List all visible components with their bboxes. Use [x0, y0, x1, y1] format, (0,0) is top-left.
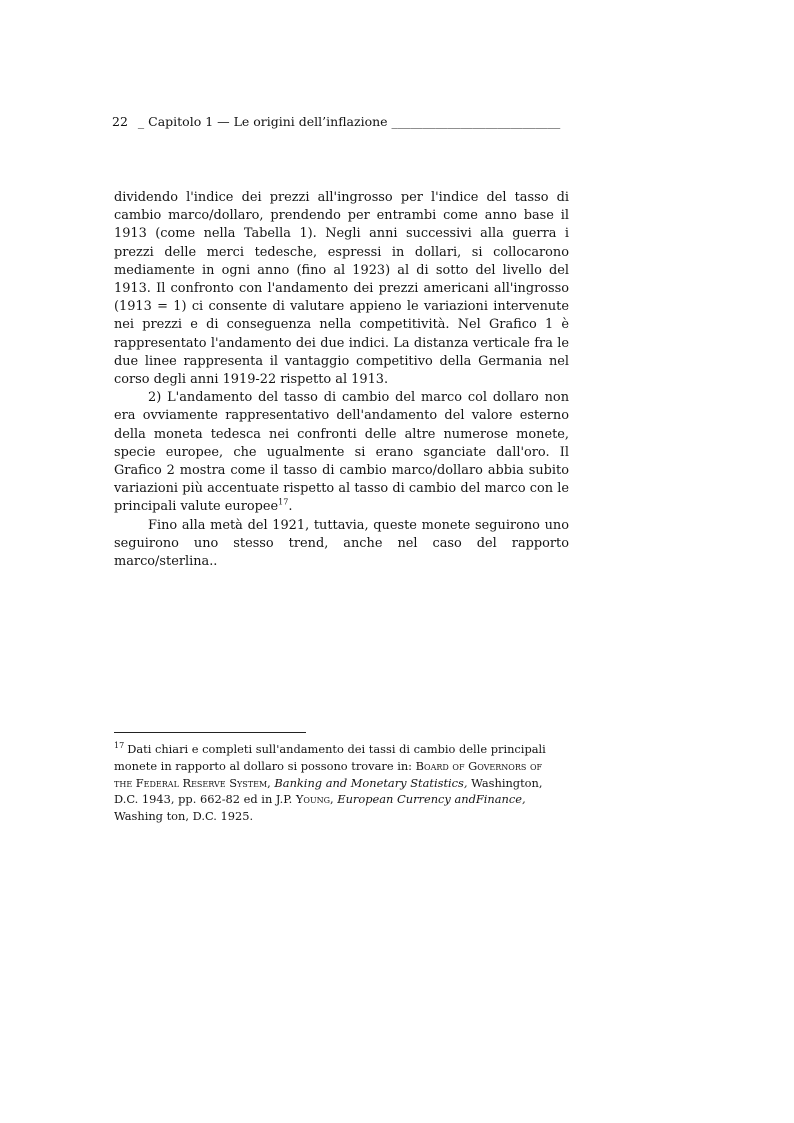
footnote-span: Dati chiari e completi sull'andamento dei tassi di cambio delle principali monete in rapporto al dollaro si possono trovare in:: [114, 742, 546, 773]
footnote-span: Washing ton, D.C. 1925.: [114, 809, 254, 824]
paragraph: dividendo l'indice dei prezzi all'ingrosso per l'indice del tasso di cambio marco/dollaro, prendendo per entrambi come anno base il 1913 (come nella Tabella 1). Negli anni successivi alla guerra i prezzi delle merci tedesche, espressi in dollari, si collocarono mediamente in ogni anno (fino al 1923) al di sotto del livello del 1913. Il confronto con l'andamento dei prezzi americani all'ingrosso (1913 = 1) ci consente di valutare appieno le variazioni intervenute nei prezzi e di conseguenza nella competitività. Nel Grafico 1 è rappresentato l'andamento dei due indici. La distanza verticale fra le due linee rappresenta il vantaggio competitivo della Germania nel corso degli anni 1919-22 rispetto al 1913.: [114, 190, 569, 388]
footnote-title: European Currency andFinance,: [337, 792, 526, 807]
footnote-number: 17: [114, 741, 125, 751]
footnote-author: Board of Governors of the Federal Reserve System: [114, 758, 543, 790]
running-header: [112, 114, 582, 129]
paragraph-text: 2) L'andamento del tasso di cambio del marco col dollaro non era ovviamente rappresentativo dell'andamento del valore esterno della moneta tedesca nei confronti delle altre numerose monete, specie europee, che ugualmente si erano sganciate dall'oro. Il Grafico 2 mostra come il tasso di cambio marco/dollaro abbia subito variazioni più accentuate rispetto al tasso di cambio del marco con le principali valute europee: [114, 390, 569, 515]
footnote: [114, 741, 559, 825]
footnote-span: ,: [267, 775, 275, 790]
footnote-span: Washington, D.C. 1943, pp. 662-82 ed in J.P.: [114, 775, 543, 807]
footnote-span: ,: [330, 792, 338, 807]
footnote-author: Young: [295, 792, 331, 807]
running-title: _ Capitolo 1 — Le origini dell’inflazione ___________________________: [137, 114, 561, 129]
paragraph-text: .: [288, 499, 293, 515]
paragraph: Fino alla metà del 1921, tuttavia, queste monete seguirono uno seguirono uno stesso trend, anche nel caso del rapporto marco/sterlina..: [114, 517, 569, 570]
paragraph: [114, 389, 569, 516]
footnote-title: Banking and Monetary Statistics,: [274, 775, 468, 790]
body-text: [114, 189, 569, 571]
footnote-text: [114, 741, 559, 825]
page-number: 22: [112, 114, 128, 129]
footnote-reference[interactable]: 17: [278, 498, 289, 508]
footnote-separator: [114, 732, 306, 733]
